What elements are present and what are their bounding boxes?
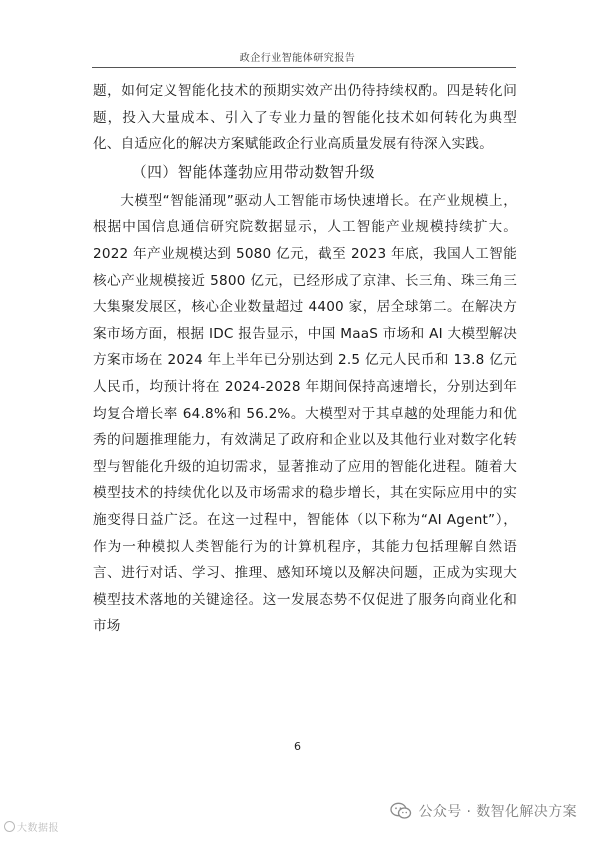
- watermark-left: [4, 819, 59, 834]
- watermark-icon: [4, 821, 15, 832]
- paragraph-continued: 题，如何定义智能化技术的预期实效产出仍待持续权酌。四是转化问题，投入大量成本、引入了专业力量的智能化技术如何转化为典型化、自适应化的解决方案赋能政企行业高质量发展有待深入实践。: [93, 83, 517, 153]
- page-body: [93, 78, 517, 640]
- header-divider: [92, 67, 516, 68]
- page-number: 6: [294, 740, 301, 753]
- watermark-right-text: 公众号 · 数智化解决方案: [418, 804, 577, 820]
- wechat-icon: [390, 802, 412, 820]
- paragraph-main: 大模型“智能涌现”驱动人工智能市场快速增长。在产业规模上，根据中国信息通信研究院数据显示，人工智能产业规模持续扩大。2022 年产业规模达到 5080 亿元，截至 2023 年底，我国人工智能核心产业规模接近 5800 亿元，已经形成了京津、长三角、珠三角三大集聚发展区，核心企业数量超过 4400 家，居全球第二。在解决方案市场方面，根据 IDC 报告显示，中国 MaaS 市场和 AI 大模型解决方案市场在 2024 年上半年已分别达到 2.5 亿元人民币和 13.8 亿元人民币，均预计将在 2024-2028 年期间保持高速增长，分别达到年均复合增长率 64.8%和 56.2%。大模型对于其卓越的处理能力和优秀的问题推理能力，有效满足了政府和企业以及其他行业对数字化转型与智能化升级的迫切需求，显著推动了应用的智能化进程。随着大模型技术的持续优化以及市场需求的稳步增长，其在实际应用中的实施变得日益广泛。在这一过程中，智能体（以下称为“AI Agent”），作为一种模拟人类智能行为的计算机程序，其能力包括理解自然语言、进行对话、学习、推理、感知环境以及解决问题，正成为实现大模型技术落地的关键途径。这一发展态势不仅促进了服务向商业化和市场: [93, 192, 517, 635]
- watermark-left-text: 大数据报: [17, 823, 59, 834]
- section-heading: （四）智能体蓬勃应用带动数智升级: [132, 163, 376, 181]
- watermark-right: [390, 801, 577, 821]
- page-header: 政企行业智能体研究报告: [239, 53, 356, 64]
